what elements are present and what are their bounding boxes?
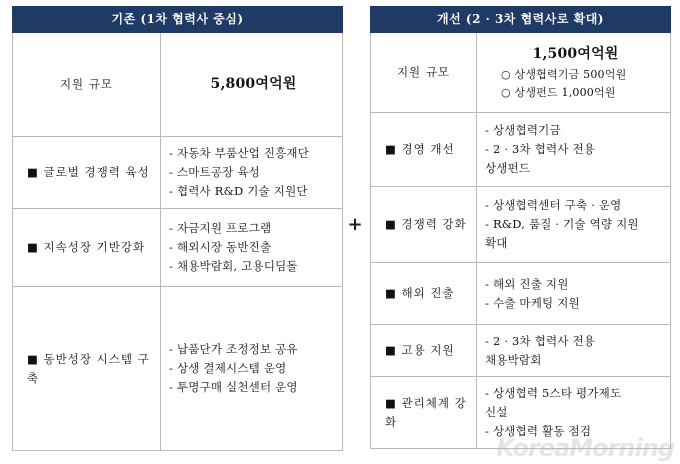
row-items bbox=[477, 325, 671, 377]
list-item: - 채용박람회, 고용디딤돌 bbox=[169, 258, 298, 273]
row-label: ■ 경영 개선 bbox=[371, 113, 477, 187]
watermark-logo: KoreaMorning bbox=[496, 434, 674, 462]
table-row bbox=[371, 33, 671, 113]
table-row bbox=[371, 187, 671, 263]
table-row bbox=[13, 209, 343, 287]
improved-support-table bbox=[370, 6, 671, 449]
list-item: ○ 상생펀드 1,000억원 bbox=[501, 86, 616, 100]
list-item: - 상생협력 활동 점검 bbox=[485, 423, 592, 438]
list-item: - 상생협력 5스타 평가제도 bbox=[485, 386, 622, 401]
list-item: - 투명구매 실천센터 운영 bbox=[169, 379, 298, 394]
list-item: - 2 · 3차 협력사 전용 bbox=[485, 142, 596, 157]
table-row bbox=[13, 33, 343, 137]
row-items bbox=[477, 263, 671, 325]
support-scale-value: 1,500여억원 bbox=[532, 45, 619, 62]
row-label: ■ 지속성장 기반강화 bbox=[13, 209, 161, 287]
list-item: - 상생 결제시스템 운영 bbox=[169, 361, 287, 376]
row-items bbox=[161, 287, 343, 451]
support-scale-value: 5,800여억원 bbox=[161, 33, 343, 137]
table-row bbox=[13, 287, 343, 451]
row-items bbox=[477, 187, 671, 263]
plus-sign: + bbox=[347, 214, 363, 235]
row-label: ■ 고용 지원 bbox=[371, 325, 477, 377]
list-item: 신설 bbox=[485, 405, 508, 420]
table-row bbox=[371, 325, 671, 377]
list-item: 확대 bbox=[485, 235, 508, 250]
row-label: ■ 동반성장 시스템 구축 bbox=[13, 287, 161, 451]
list-item: - 자동차 부품산업 진흥재단 bbox=[169, 146, 310, 161]
row-items bbox=[161, 137, 343, 209]
existing-table-header: 기존 (1차 협력사 중심) bbox=[13, 7, 343, 33]
row-items bbox=[477, 113, 671, 187]
row-label: ■ 글로벌 경쟁력 육성 bbox=[13, 137, 161, 209]
list-item: 상생펀드 bbox=[485, 160, 531, 175]
list-item: - 상생협력기금 bbox=[485, 123, 561, 138]
list-item: - 2 · 3차 협력사 전용 bbox=[485, 333, 596, 348]
support-scale-cell bbox=[477, 33, 671, 113]
table-row bbox=[371, 263, 671, 325]
table-row bbox=[13, 137, 343, 209]
list-item: - 상생협력센터 구축 · 운영 bbox=[485, 198, 622, 213]
row-label: ■ 관리체계 강화 bbox=[371, 377, 477, 449]
row-items bbox=[161, 209, 343, 287]
list-item: - 해외시장 동반진출 bbox=[169, 240, 272, 255]
list-item: - R&D, 품질 · 기술 역량 지원 bbox=[485, 217, 639, 232]
existing-support-table bbox=[12, 6, 343, 451]
row-label: ■ 경쟁력 강화 bbox=[371, 187, 477, 263]
list-item: ○ 상생협력기금 500억원 bbox=[501, 67, 627, 81]
row-label: 지원 규모 bbox=[371, 33, 477, 113]
list-item: - 스마트공장 육성 bbox=[169, 165, 260, 180]
list-item: - 수출 마케팅 지원 bbox=[485, 295, 580, 310]
list-item: - 납품단가 조정정보 공유 bbox=[169, 342, 298, 357]
table-row bbox=[371, 113, 671, 187]
list-item: - 협력사 R&D 기술 지원단 bbox=[169, 183, 308, 198]
improved-table-header: 개선 (2 · 3차 협력사로 확대) bbox=[371, 7, 671, 33]
row-label: 지원 규모 bbox=[13, 33, 161, 137]
list-item: 채용박람회 bbox=[485, 352, 542, 367]
list-item: - 자금지원 프로그램 bbox=[169, 221, 272, 236]
list-item: - 해외 진출 지원 bbox=[485, 276, 569, 291]
row-label: ■ 해외 진출 bbox=[371, 263, 477, 325]
